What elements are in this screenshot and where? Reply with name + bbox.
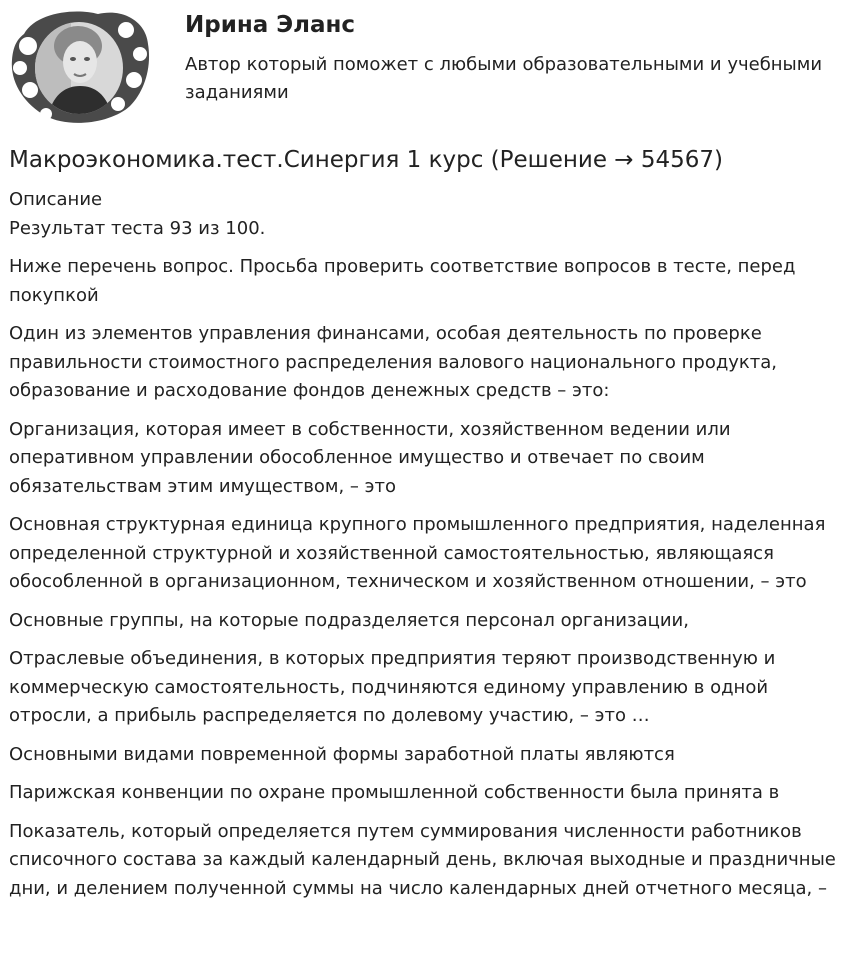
description-section xyxy=(9,186,839,913)
question-item: Основные группы, на которые подразделяется персонал организации, xyxy=(9,609,689,631)
author-description: Автор который поможет с любыми образовательными и учебными заданиями xyxy=(185,54,823,103)
intro-paragraph: Ниже перечень вопрос. Просьба проверить соответствие вопросов в тесте, перед покупкой xyxy=(9,256,796,306)
author-avatar xyxy=(6,6,152,126)
author-card xyxy=(0,0,847,140)
page-title: Макроэкономика.тест.Синергия 1 курс (Решение → 54567) xyxy=(9,147,724,173)
question-item: Отраслевые объединения, в которых предприятия теряют производственную и коммерческую самостоятельность, подчиняются единому управлению в одной отросли, а прибыль распределяется по долевому участию, – это … xyxy=(9,648,776,726)
question-item: Основными видами повременной формы заработной платы являются xyxy=(9,743,675,765)
question-item: Основная структурная единица крупного промышленного предприятия, наделенная определенной структурной и хозяйственной самостоятельностью, являющаяся обособленной в организационном, техническом и хозяйственном отношении, – это xyxy=(9,514,826,592)
test-result: Результат теста 93 из 100. xyxy=(9,217,266,239)
author-name[interactable]: Ирина Эланс xyxy=(185,12,356,38)
question-item: Организация, которая имеет в собственности, хозяйственном ведении или оперативном управлении обособленное имущество и отвечает по своим обязательствам этим имуществом, – это xyxy=(9,418,731,497)
question-item: Один из элементов управления финансами, особая деятельность по проверке правильности стоимостного распределения валового национального продукта, образование и расходование фондов денежных средств – это: xyxy=(9,323,778,401)
question-item: Парижская конвенции по охране промышленной собственности была принята в xyxy=(9,782,780,803)
description-label: Описание xyxy=(9,189,103,210)
question-item: Показатель, который определяется путем суммирования численности работников списочного состава за каждый календарный день, включая выходные и праздничные дни, и делением полученной суммы на число календарных дней отчетного месяца, – xyxy=(9,820,836,899)
